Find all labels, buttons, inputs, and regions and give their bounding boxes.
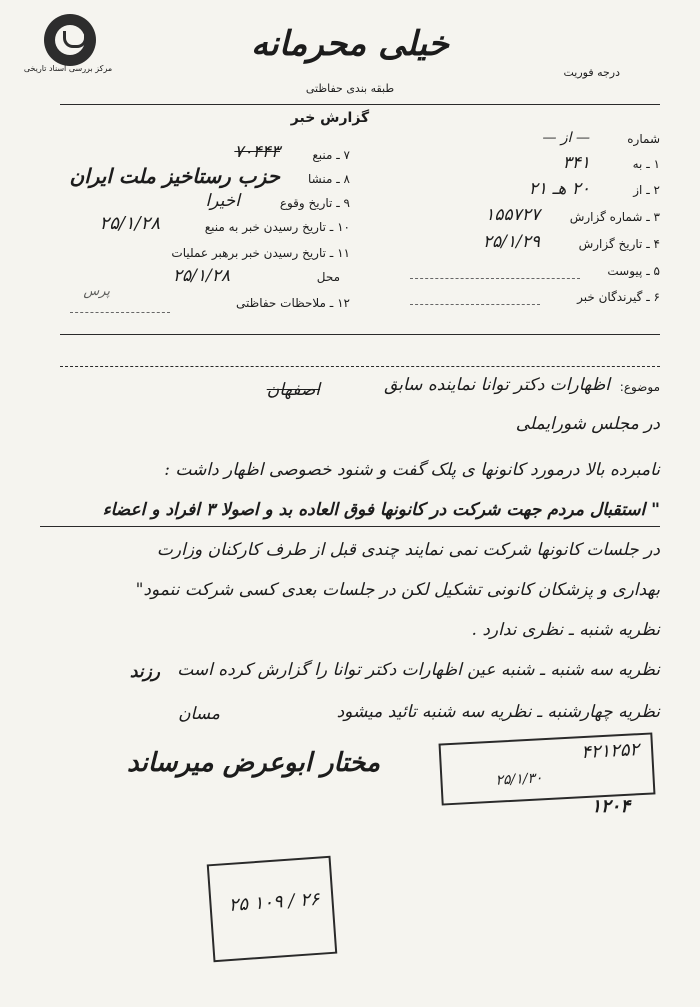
stamp-code: ۱۲۰۴ xyxy=(591,796,630,817)
classification-subtitle: طبقه بندی حفاظتی xyxy=(305,82,395,95)
field-label: ۹ ـ تاریخ وقوع xyxy=(279,196,350,210)
body-line: بهداری و پزشکان کانونی تشکیل لکن در جلسات بعدی کسی شرکت ننمود" xyxy=(135,580,660,600)
field-label: ۸ ـ منشا xyxy=(307,172,350,186)
header-rule xyxy=(60,104,660,105)
field-line xyxy=(410,304,540,305)
subject-prefix: موضوع: xyxy=(619,380,660,394)
field-value: ۳۴۱ xyxy=(562,153,590,173)
opinion-wednesday: نظریه چهارشنبه ـ نظریه سه شنبه تائید میشود xyxy=(336,702,660,722)
field-label: محل xyxy=(316,270,340,284)
stamp-number: ۴۲۱۲۵۲ xyxy=(580,739,640,764)
report-title: گزارش خبر xyxy=(290,110,370,126)
registration-stamp xyxy=(439,732,656,805)
form-separator xyxy=(60,334,660,335)
subject-text: اظهارات دکتر توانا نماینده سابق xyxy=(384,375,610,395)
field-value: ۲۵/۱/۲۸ xyxy=(99,213,160,234)
field-label: ۳ ـ شماره گزارش xyxy=(569,210,660,224)
opinion-tuesday: نظریه سه شنبه ـ شنبه عین اظهارات دکتر توانا را گزارش کرده است xyxy=(177,660,660,680)
field-label: ۱ ـ به xyxy=(632,157,660,171)
margin-note: مسان xyxy=(178,704,220,724)
underline xyxy=(40,526,660,527)
stamp-date: ۲۵/۱/۳۰ xyxy=(495,770,543,789)
field-label: ۶ ـ گیرندگان خبر xyxy=(577,290,660,304)
field-line xyxy=(70,312,170,313)
field-value: ۲۰ هـ ۲۱ xyxy=(528,179,590,199)
signature: مختار ابوعرض میرساند xyxy=(126,748,380,778)
field-label: شماره xyxy=(627,132,660,146)
field-value: ۲۵/۱/۲۸ xyxy=(172,266,230,286)
margin-note: پرس xyxy=(83,284,110,299)
field-label: ۱۰ ـ تاریخ رسیدن خبر به منبع xyxy=(204,220,350,234)
margin-note: رزند xyxy=(129,662,160,682)
field-line xyxy=(410,278,580,279)
field-value: ۷۰۴۴۳ xyxy=(234,142,280,162)
subject-continued: در مجلس شورایملی xyxy=(515,414,660,434)
body-line: " استقبال مردم جهت شرکت در کانونها فوق العاده بد و اصولا ۳ افراد و اعضاء xyxy=(102,500,660,520)
archive-stamp-text: ۲۵ ۱۰۹ / ۲۶ xyxy=(228,888,321,916)
field-value: — از — xyxy=(542,130,590,146)
archive-org-name: مرکز بررسی اسناد تاریخی xyxy=(23,64,113,73)
field-value: ۱۵۵۷۲۷ xyxy=(485,205,540,225)
field-label: ۷ ـ منبع xyxy=(312,148,350,162)
field-value: حزب رستاخیز ملت ایران xyxy=(69,164,280,188)
subject-crossed: اصفهان xyxy=(266,380,320,400)
field-label: ۲ ـ از xyxy=(633,183,660,197)
archive-logo-icon xyxy=(44,14,96,66)
field-label: ۱۱ ـ تاریخ رسیدن خبر برهبر عملیات xyxy=(171,246,350,260)
field-value: اخیرا xyxy=(205,191,240,211)
body-line: در جلسات کانونها شرکت نمی نمایند چندی قبل از طرف کارکنان وزارت xyxy=(156,540,660,560)
form-separator-2 xyxy=(60,366,660,367)
body-line: نامبرده بالا درمورد کانونها ی پلک گفت و شنود خصوصی اظهار داشت : xyxy=(164,460,660,480)
body-line: نظریه شنبه ـ نظری ندارد . xyxy=(471,620,660,640)
classification-stamp: خیلی محرمانه xyxy=(251,24,449,64)
archive-stamp xyxy=(207,856,338,962)
field-label: ۱۲ ـ ملاحظات حفاظتی xyxy=(236,296,350,310)
priority-label: درجه فوریت xyxy=(563,66,620,79)
field-label: ۴ ـ تاریخ گزارش xyxy=(578,237,660,251)
field-label: ۵ ـ پیوست xyxy=(607,264,660,278)
field-value: ۲۵/۱/۲۹ xyxy=(482,232,540,252)
